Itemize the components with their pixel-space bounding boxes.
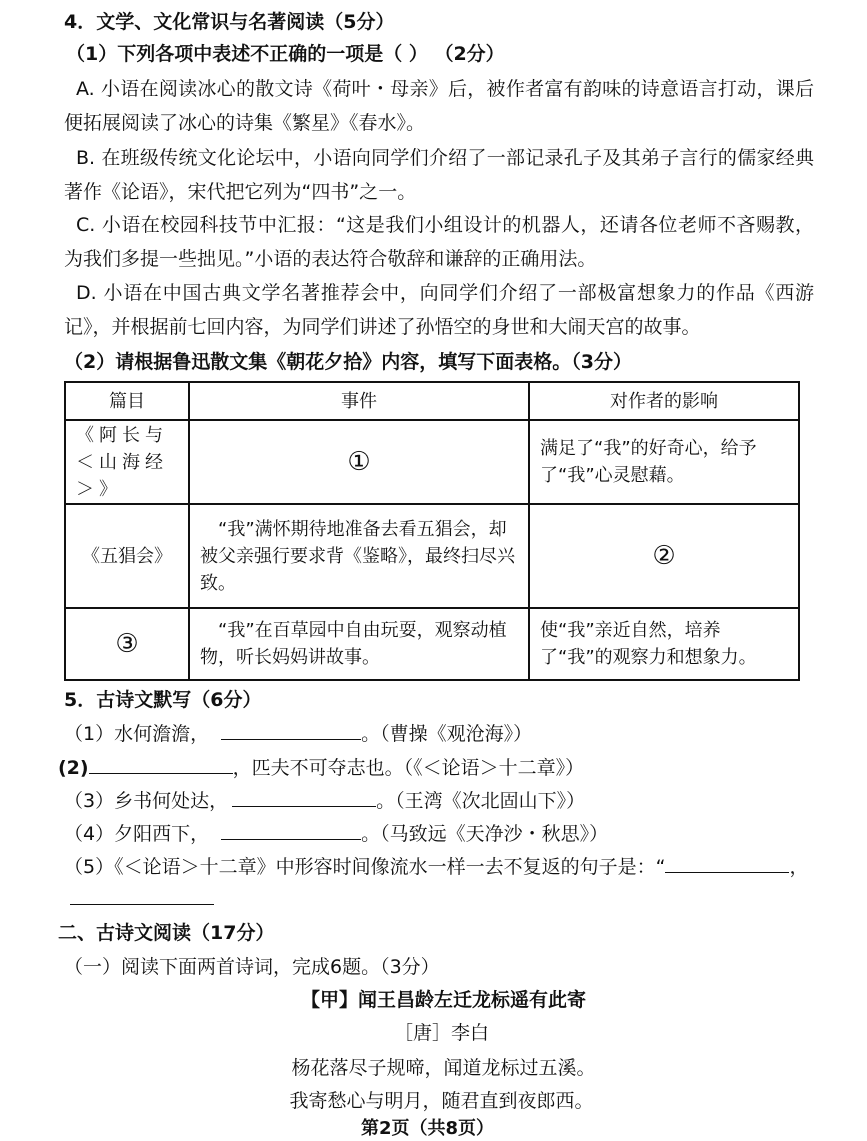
part2-sub: （一）阅读下面两首诗词，完成6题。（3分）: [64, 956, 440, 978]
answer-blank[interactable]: [221, 821, 361, 840]
table-header-row: [65, 382, 799, 420]
table-cell-title: 《五猖会》: [65, 504, 189, 608]
q4-option-c: C. 小语在校园科技节中汇报：“这是我们小组设计的机器人，还请各位老师不吝赐教，为我们多提一些拙见。”小语的表达符合敬辞和谦辞的正确用法。: [64, 214, 814, 270]
blank-marker-2[interactable]: ②: [529, 504, 799, 608]
table-cell-event: “我”在百草园中自由玩耍，观察动植物，听长妈妈讲故事。: [189, 608, 529, 680]
q5-item-suffix: ，匹夫不可夺志也。（《＜论语＞十二章》）: [232, 757, 585, 779]
blank-marker-3[interactable]: ③: [65, 608, 189, 680]
q5-item-prefix: （4）夕阳西下，: [64, 823, 210, 845]
q4-option-a: A. 小语在阅读冰心的散文诗《荷叶・母亲》后，被作者富有韵味的诗意语言打动，课后便拓展阅读了冰心的诗集《繁星》《春水》。: [64, 78, 814, 134]
table-row: [65, 504, 799, 608]
table-header-effect: 对作者的影响: [529, 382, 799, 420]
part2-heading: 二、古诗文阅读（17分）: [58, 922, 275, 944]
q5-item-4: [64, 821, 608, 846]
table-row: [65, 608, 799, 680]
q5-item-5: [64, 854, 808, 879]
answer-blank[interactable]: [665, 854, 789, 873]
table-row: [65, 420, 799, 504]
poem-title: 【甲】闻王昌龄左迁龙标遥有此寄: [300, 989, 586, 1011]
q5-item-1: [64, 721, 532, 746]
q5-item-3: [64, 788, 585, 813]
poem-author: ［唐］李白: [393, 1022, 489, 1044]
q5-item-suffix: ，: [789, 856, 809, 878]
answer-blank[interactable]: [221, 721, 361, 740]
poem-line: 我寄愁心与明月，随君直到夜郎西。: [289, 1090, 594, 1112]
q5-item-prefix: （1）水何澹澹，: [64, 723, 210, 745]
table-cell-effect: 满足了“我”的好奇心，给予了“我”心灵慰藉。: [529, 420, 799, 504]
q5-item-prefix: （3）乡书何处达，: [64, 790, 229, 812]
q5-item-suffix: 。（王湾《次北固山下》）: [376, 790, 586, 812]
answer-blank-continued[interactable]: [70, 886, 214, 905]
table-cell-effect: 使“我”亲近自然，培养了“我”的观察力和想象力。: [529, 608, 799, 680]
blank-marker-1[interactable]: ①: [189, 420, 529, 504]
table-cell-title: 《阿长与＜山海经＞》: [65, 420, 189, 504]
table-header-event: 事件: [189, 382, 529, 420]
q5-item-suffix: 。（曹操《观沧海》）: [361, 723, 533, 745]
q5-item-prefix: (2): [58, 757, 89, 779]
answer-blank[interactable]: [232, 788, 376, 807]
q4-option-b: B. 在班级传统文化论坛中，小语向同学们介绍了一部记录孔子及其弟子言行的儒家经典著作《论语》，宋代把它列为“四书”之一。: [64, 147, 814, 203]
q5-item-2: [58, 755, 584, 780]
q4-heading: 4．文学、文化常识与名著阅读（5分）: [64, 11, 395, 33]
q5-heading: 5．古诗文默写（6分）: [64, 689, 262, 711]
q5-item-prefix: （5）《＜论语＞十二章》中形容时间像流水一样一去不复返的句子是：“: [64, 856, 666, 878]
q4-sub2: （2）请根据鲁迅散文集《朝花夕拾》内容，填写下面表格。（3分）: [64, 351, 632, 373]
q4-sub1: （1）下列各项中表述不正确的一项是（ ） （2分）: [66, 43, 505, 65]
table-cell-event: “我”满怀期待地准备去看五猖会，却被父亲强行要求背《鉴略》，最终扫尽兴致。: [189, 504, 529, 608]
poem-line: 杨花落尽子规啼，闻道龙标过五溪。: [291, 1057, 596, 1079]
q5-item-suffix: 。（马致远《天净沙・秋思》）: [361, 823, 609, 845]
answer-blank[interactable]: [89, 755, 233, 774]
table-header-title: 篇目: [65, 382, 189, 420]
page-footer: 第2页（共8页）: [360, 1118, 495, 1139]
q4-option-d: D. 小语在中国古典文学名著推荐会中，向同学们介绍了一部极富想象力的作品《西游记》，并根据前七回内容，为同学们讲述了孙悟空的身世和大闹天宫的故事。: [64, 282, 814, 338]
chaohua-table: [64, 381, 800, 681]
